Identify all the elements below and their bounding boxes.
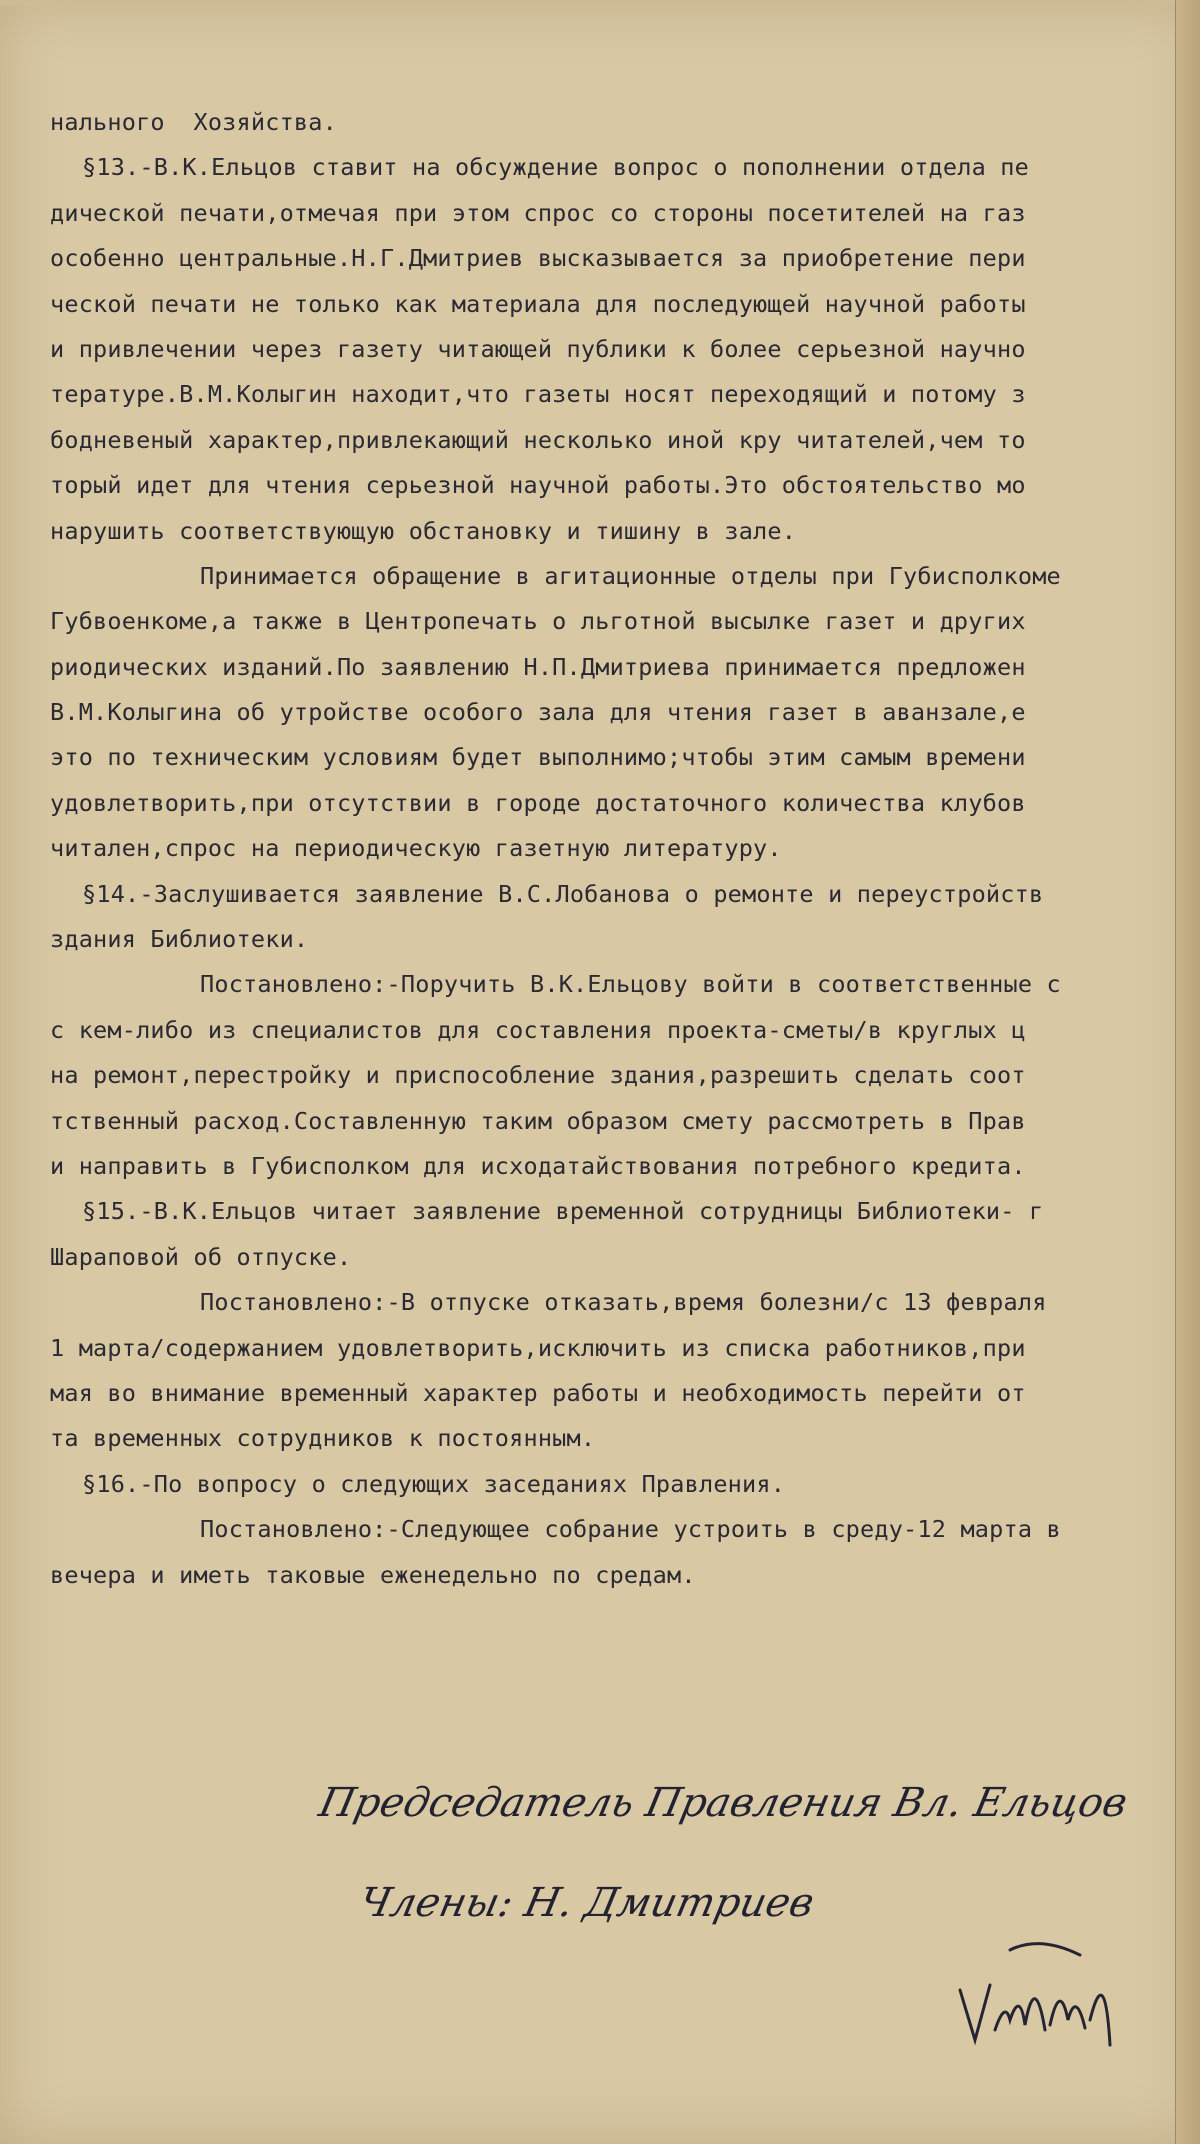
text-line: читален,спрос на периодическую газетную литературу.	[50, 834, 782, 863]
text-line: тературе.В.М.Колыгин находит,что газеты носят переходящий и потому з	[50, 380, 1026, 409]
text-line: мая во внимание временный характер работы и необходимость перейти от	[50, 1378, 1026, 1407]
text-line: здания Библиотеки.	[50, 925, 309, 954]
text-line: с кем-либо из специалистов для составления проекта-сметы/в круглых ц	[50, 1015, 1026, 1044]
text-line: та временных сотрудников к постоянным.	[50, 1424, 596, 1453]
text-line: 1 марта/содержанием удовлетворить,исключить из списка работников,при	[50, 1333, 1026, 1362]
page-top-edge	[0, 0, 1200, 6]
text-line: особенно центральные.Н.Г.Дмитриев высказывается за приобретение пери	[50, 244, 1026, 273]
text-line: дической печати,отмечая при этом спрос со стороны посетителей на газ	[50, 198, 1026, 227]
text-line: риодических изданий.По заявлению Н.П.Дмитриева принимается предложен	[50, 652, 1026, 681]
text-line: §13.-В.К.Ельцов ставит на обсуждение вопрос о пополнении отдела пе	[82, 153, 1029, 182]
text-line: нарушить соответствующую обстановку и тишину в зале.	[50, 516, 797, 545]
text-line: §16.-По вопросу о следующих заседаниях Правления.	[82, 1469, 786, 1498]
text-line: на ремонт,перестройку и приспособление здания,разрешить сделать соот	[50, 1061, 1026, 1090]
text-line: это по техническим условиям будет выполнимо;чтобы этим самым времени	[50, 743, 1026, 772]
members-signature: Члены: Н. Дмитриев	[355, 1880, 819, 1926]
text-line: тственный расход.Составленную таким образом смету рассмотреть в Прав	[50, 1106, 1026, 1135]
signature-block	[300, 1780, 1180, 2110]
text-line: Постановлено:-Поручить В.К.Ельцову войти в соответственные с	[200, 970, 1061, 999]
text-line: удовлетворить,при отсутствии в городе достаточного количества клубов	[50, 788, 1026, 817]
text-line: Шараповой об отпуске.	[50, 1242, 352, 1271]
text-line: Постановлено:-В отпуске отказать,время болезни/с 13 февраля	[200, 1288, 1047, 1317]
text-line: Губвоенкоме,а также в Центропечать о льготной высылке газет и других	[50, 607, 1026, 636]
typed-text-body	[50, 100, 1170, 1598]
text-line: и привлечении через газету читающей публики к более серьезной научно	[50, 334, 1026, 363]
text-line: Постановлено:-Следующее собрание устроить в среду-12 марта в	[200, 1515, 1061, 1544]
text-line: ческой печати не только как материала для последующей научной работы	[50, 289, 1026, 318]
text-line: нального Хозяйства.	[50, 108, 337, 136]
handwritten-signature-mark	[950, 1930, 1130, 2060]
text-line: торый идет для чтения серьезной научной работы.Это обстоятельство мо	[50, 471, 1026, 500]
text-line: вечера и иметь таковые еженедельно по средам.	[50, 1560, 696, 1589]
text-line: и направить в Губисполком для исходатайствования потребного кредита.	[50, 1151, 1026, 1180]
text-line: В.М.Колыгина об утройстве особого зала для чтения газет в аванзале,е	[50, 698, 1026, 727]
text-line: Принимается обращение в агитационные отделы при Губисполкоме	[200, 561, 1061, 590]
text-line: бодневеный характер,привлекающий несколько иной кру читателей,чем то	[50, 425, 1026, 454]
chairman-signature: Председатель Правления Вл. Ельцов	[315, 1780, 1132, 1826]
text-line: §14.-Заслушивается заявление В.С.Лобанова о ремонте и переустройств	[82, 879, 1044, 908]
text-line: §15.-В.К.Ельцов читает заявление временной сотрудницы Библиотеки- г	[82, 1197, 1044, 1226]
